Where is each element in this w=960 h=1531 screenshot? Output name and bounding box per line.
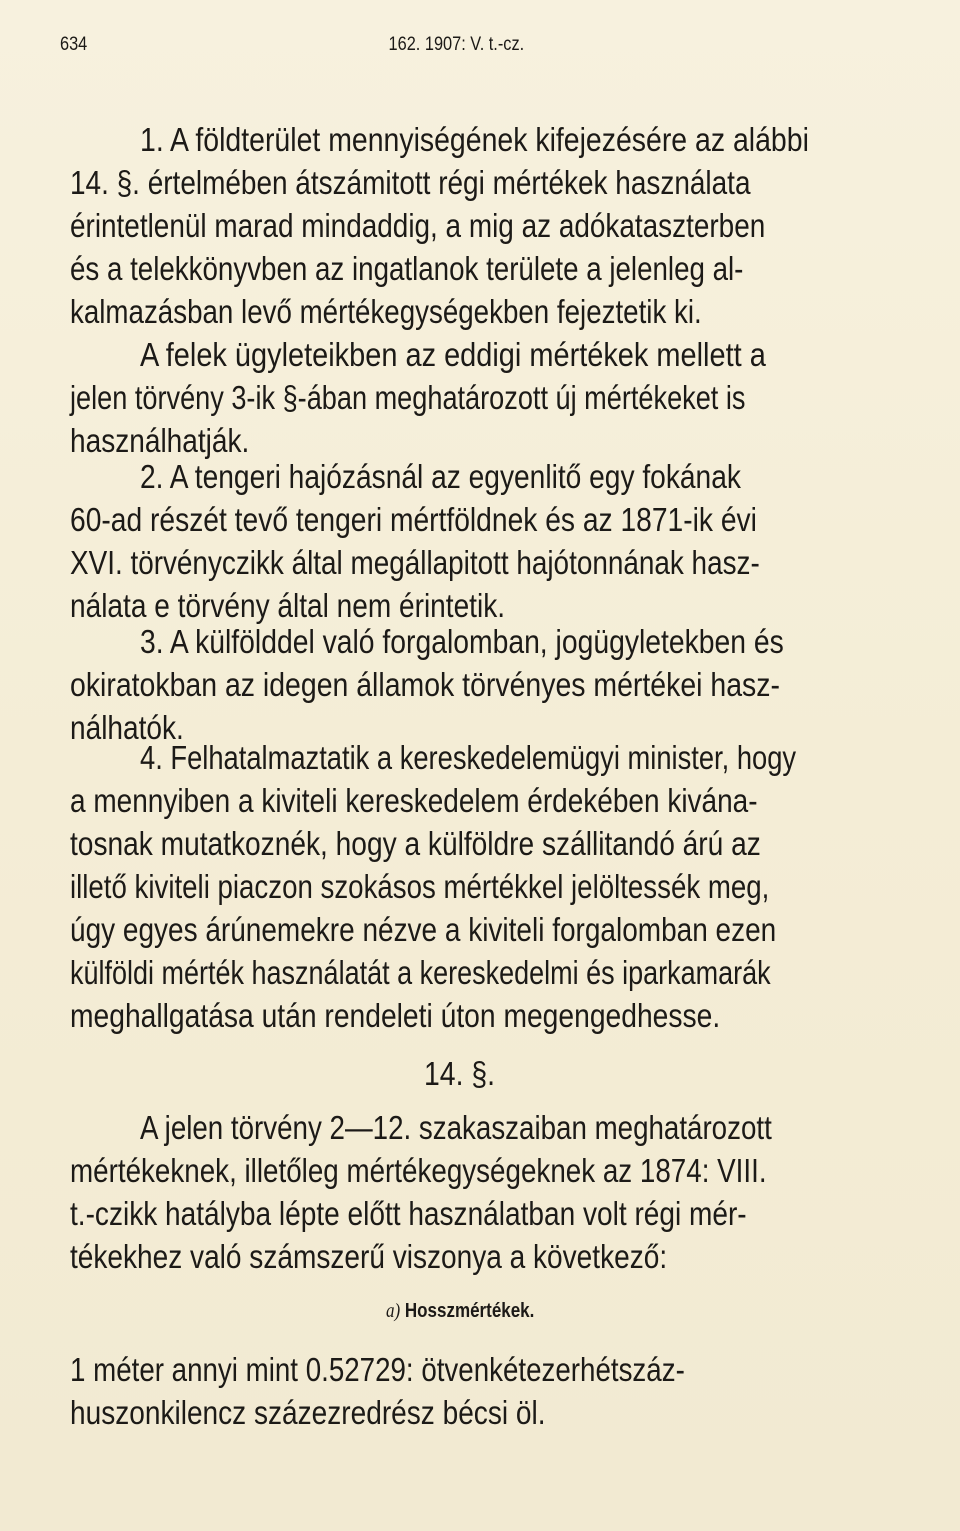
text-line: 14. §. értelmében átszámitott régi mértékek használata — [70, 164, 751, 201]
text-line: XVI. törvényczikk által megállapitott hajótonnának hasz- — [70, 544, 760, 581]
text-line: A jelen törvény 2—12. szakaszaiban meghatározott — [140, 1109, 772, 1146]
text-line: jelen törvény 3-ik §-ában meghatározott új mértékeket is — [70, 379, 746, 416]
text-line: 1 méter annyi mint 0.52729: ötvenkétezerhétszáz- — [70, 1351, 685, 1388]
running-head: 162. 1907: V. t.-cz. — [388, 34, 525, 55]
text-line: nálhatók. — [70, 709, 184, 746]
text-line: használhatják. — [70, 422, 250, 459]
text-line: 1. A földterület mennyiségének kifejezésére az alábbi — [140, 121, 809, 158]
text-line: meghallgatása után rendeleti úton megengedhesse. — [70, 997, 721, 1034]
section-heading: 14. §. — [424, 1055, 496, 1092]
subsection-heading — [386, 1300, 534, 1323]
subsection-title: Hosszmértékek. — [404, 1300, 535, 1322]
text-line: és a telekkönyvben az ingatlanok területe a jelenleg al- — [70, 250, 744, 287]
text-line: érintetlenül marad mindaddig, a mig az adókataszterben — [70, 207, 766, 244]
text-line: a mennyiben a kiviteli kereskedelem érdekében kivána- — [70, 782, 758, 819]
text-line: huszonkilencz százezredrész bécsi öl. — [70, 1394, 546, 1431]
text-line: 4. Felhatalmaztatik a kereskedelemügyi minister, hogy — [140, 739, 797, 776]
text-line: 3. A külfölddel való forgalomban, jogügyletekben és — [140, 623, 784, 660]
text-line: nálata e törvény által nem érintetik. — [70, 587, 506, 624]
text-line: illető kiviteli piaczon szokásos mértékkel jelöltessék meg, — [70, 868, 770, 905]
text-line: okiratokban az idegen államok törvényes mértékei hasz- — [70, 666, 780, 703]
text-line: A felek ügyleteikben az eddigi mértékek mellett a — [140, 336, 766, 373]
text-line: 60-ad részét tevő tengeri mértföldnek és az 1871-ik évi — [70, 501, 757, 538]
text-line: kalmazásban levő mértékegységekben fejeztetik ki. — [70, 293, 702, 330]
page-number: 634 — [60, 34, 88, 55]
page-header — [60, 34, 782, 58]
text-line: külföldi mérték használatát a kereskedelmi és iparkamarák — [70, 954, 771, 991]
text-line: mértékeknek, illetőleg mértékegységeknek az 1874: VIII. — [70, 1152, 767, 1189]
text-line: úgy egyes árúnemekre nézve a kiviteli forgalomban ezen — [70, 911, 777, 948]
text-line: 2. A tengeri hajózásnál az egyenlitő egy fokának — [140, 458, 741, 495]
subsection-letter: a) — [386, 1300, 401, 1322]
text-line: tosnak mutatkoznék, hogy a külföldre szállitandó árú az — [70, 825, 761, 862]
text-line: t.-czikk hatályba lépte előtt használatban volt régi mér- — [70, 1195, 747, 1232]
text-line: tékekhez való számszerű viszonya a következő: — [70, 1238, 668, 1275]
